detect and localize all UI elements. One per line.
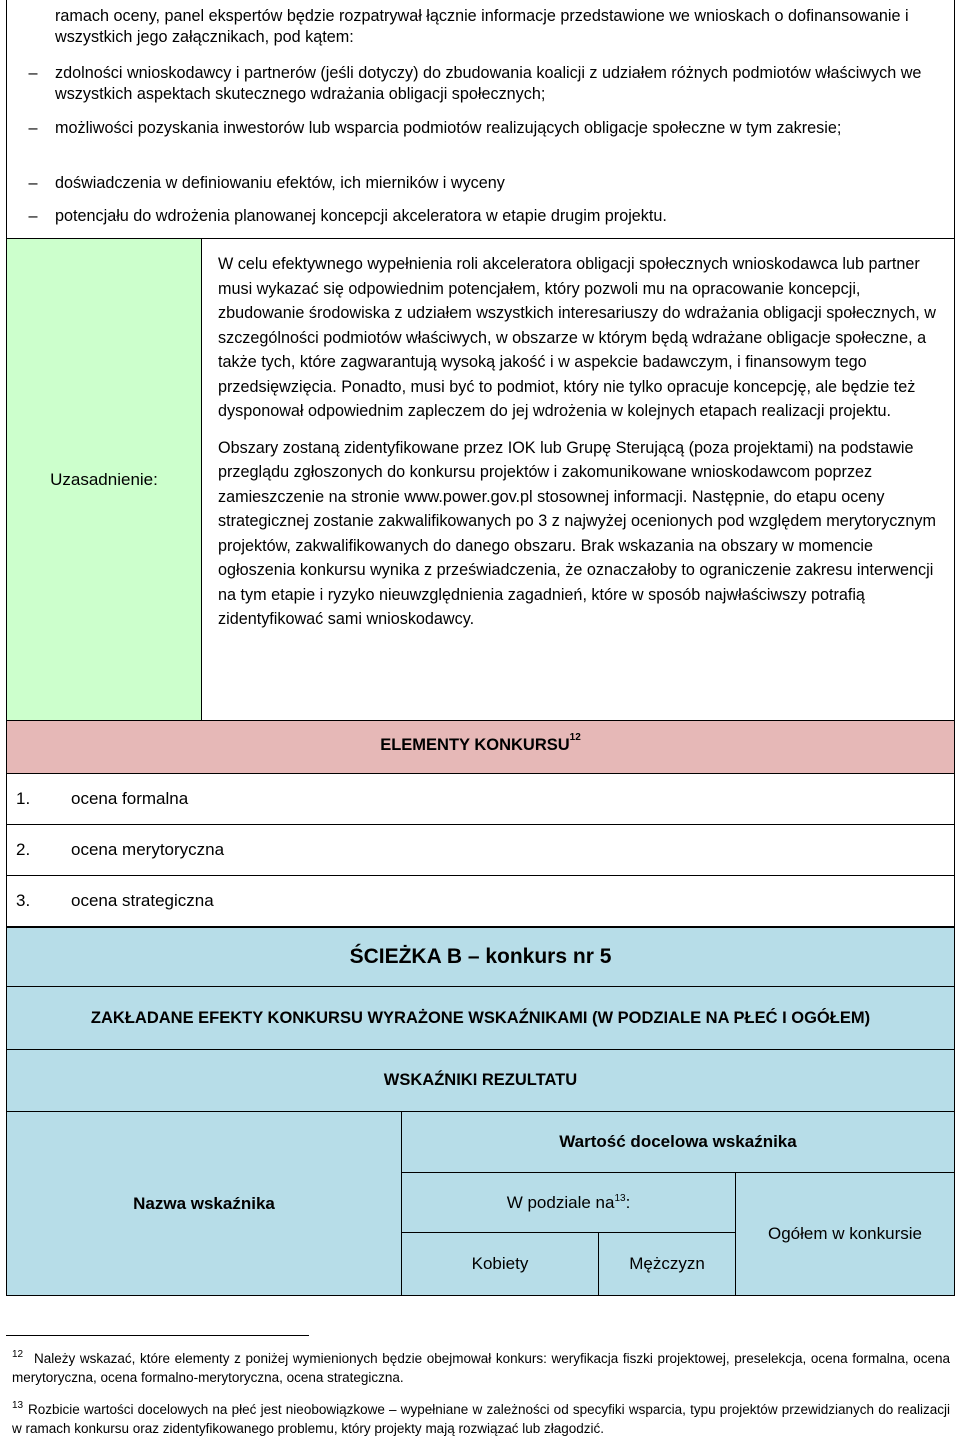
indicator-table	[6, 1111, 955, 1296]
dash-marker: –	[28, 174, 38, 192]
evaluation-number: 3.	[16, 891, 31, 910]
footnote-text: Rozbicie wartości docelowych na płeć jest nieobowiązkowe – wypełniane w zależności od specyfiki wsparcia, typu projektów przewidzianych do realizacji w ramach konkursu oraz zidentyfikowanego problemu, który projekty mają rozwiązać lub złagodzić.	[12, 1402, 950, 1436]
justification-text	[218, 252, 942, 632]
split-label: W podziale na	[506, 1192, 615, 1212]
criteria-bullet	[28, 118, 935, 139]
men-header: Mężczyzn	[629, 1254, 705, 1273]
criteria-bullet-text: potencjału do wdrożenia planowanej koncepcji akceleratora w etapie drugim projektu.	[55, 207, 667, 225]
footnote	[12, 1349, 950, 1387]
criteria-bullet	[28, 63, 935, 105]
criteria-bullet-text: doświadczenia w definiowaniu efektów, ich mierników i wyceny	[55, 174, 505, 192]
justification-paragraph: Obszary zostaną zidentyfikowane przez IOK lub Grupę Sterującą (poza projektami) na podstawie przeglądu zgłoszonych do konkursu projektów i zakomunikowane wnioskodawcom poprzez zamieszczenie na stronie www.power.gov.pl stosownej informacji. Następnie, do etapu oceny strategicznej zostanie zakwalifikowanych po 3 z najwyżej ocenionych pod względem merytorycznym projektów, zakwalifikowanych do danego obszaru. Brak wskazania na obszary w momencie ogłoszenia konkursu wynika z przeświadczenia, że oznaczałoby to ograniczenie zakresu interwencji na tym etapie i ryzyko nieuwzględnienia zagadnień, które w sposób najwłaściwszy potrafią zidentyfikować sami wnioskodawcy.	[218, 438, 936, 628]
evaluation-label: ocena strategiczna	[71, 891, 214, 910]
justification-table	[6, 238, 955, 721]
justification-label: Uzasadnienie:	[7, 239, 202, 720]
evaluation-row	[6, 875, 955, 927]
criteria-intro: ramach oceny, panel ekspertów będzie rozpatrywał łącznie informacje przedstawione we wnioskach o dofinansowanie i wszystkich jego załącznikach, pod kątem:	[55, 7, 909, 46]
result-indicators-title: WSKAŹNIKI REZULTATU	[383, 1071, 578, 1089]
women-header: Kobiety	[471, 1254, 529, 1273]
evaluation-criteria-box	[6, 0, 955, 239]
path-title: ŚCIEŻKA B – konkurs nr 5	[349, 945, 612, 968]
criteria-bullet	[28, 173, 935, 194]
footnote-number: 12	[12, 1349, 24, 1360]
dash-marker: –	[28, 119, 38, 137]
footnote-text: Należy wskazać, które elementy z poniżej wymienionych będzie obejmował konkurs: weryfikacja fiszki projektowej, preselekcja, ocena formalna, ocena merytoryczna, ocena formalno-merytoryczna, ocena strategiczna.	[12, 1351, 950, 1385]
evaluation-label: ocena formalna	[71, 789, 189, 808]
path-header	[6, 927, 955, 987]
split-colon: :	[625, 1192, 631, 1212]
split-header	[402, 1173, 735, 1232]
evaluation-number: 1.	[16, 789, 31, 808]
footnote-number: 13	[12, 1400, 24, 1411]
dash-marker: –	[28, 64, 38, 82]
evaluation-row	[6, 824, 955, 876]
effects-title: ZAKŁADANE EFEKTY KONKURSU WYRAŻONE WSKAŹNIKAMI (W PODZIALE NA PŁEĆ I OGÓŁEM)	[90, 1008, 871, 1027]
target-value-header: Wartość docelowa wskaźnika	[559, 1132, 797, 1151]
evaluation-label: ocena merytoryczna	[71, 840, 225, 859]
competition-elements-title: ELEMENTY KONKURSU	[380, 736, 570, 754]
dash-marker: –	[28, 207, 38, 225]
footnote	[12, 1400, 950, 1438]
footnote-ref: 13	[614, 1193, 626, 1204]
criteria-bullet	[28, 206, 935, 227]
evaluation-row	[6, 773, 955, 825]
indicator-name-header: Nazwa wskaźnika	[133, 1193, 275, 1213]
criteria-bullet-text: zdolności wnioskodawcy i partnerów (jeśli dotyczy) do zbudowania koalicji z udziałem różnych podmiotów właściwych we wszystkich aspektach skutecznego wdrażania obligacji społecznych;	[55, 64, 922, 103]
competition-elements-header	[6, 720, 955, 774]
footnote-separator	[6, 1335, 309, 1336]
criteria-bullet-text: możliwości pozyskania inwestorów lub wsparcia podmiotów realizujących obligacje społeczne w tym zakresie;	[55, 119, 842, 137]
justification-paragraph: W celu efektywnego wypełnienia roli akceleratora obligacji społecznych wnioskodawca lub partner musi wykazać się odpowiednim potencjałem, który pozwoli mu na opracowanie koncepcji, zbudowanie środowiska z udziałem wszystkich interesariuszy do wdrażania obligacji społecznych, w szczególności podmiotów właściwych, w obszarze w którym będą wdrażane obligacje społeczne, a także tych, które zagwarantują wysoką jakość i w aspekcie badawczym, i finansowym tego przedsięwzięcia. Ponadto, musi być to podmiot, który nie tylko opracuje koncepcję, ale będzie też dysponował odpowiednim zapleczem do jej wdrożenia w kolejnych etapach realizacji projektu.	[218, 255, 936, 420]
evaluation-number: 2.	[16, 840, 31, 859]
footnote-ref: 12	[569, 732, 581, 743]
result-indicators-header	[6, 1049, 955, 1112]
effects-header	[6, 986, 955, 1050]
total-header: Ogółem w konkursie	[767, 1224, 922, 1243]
